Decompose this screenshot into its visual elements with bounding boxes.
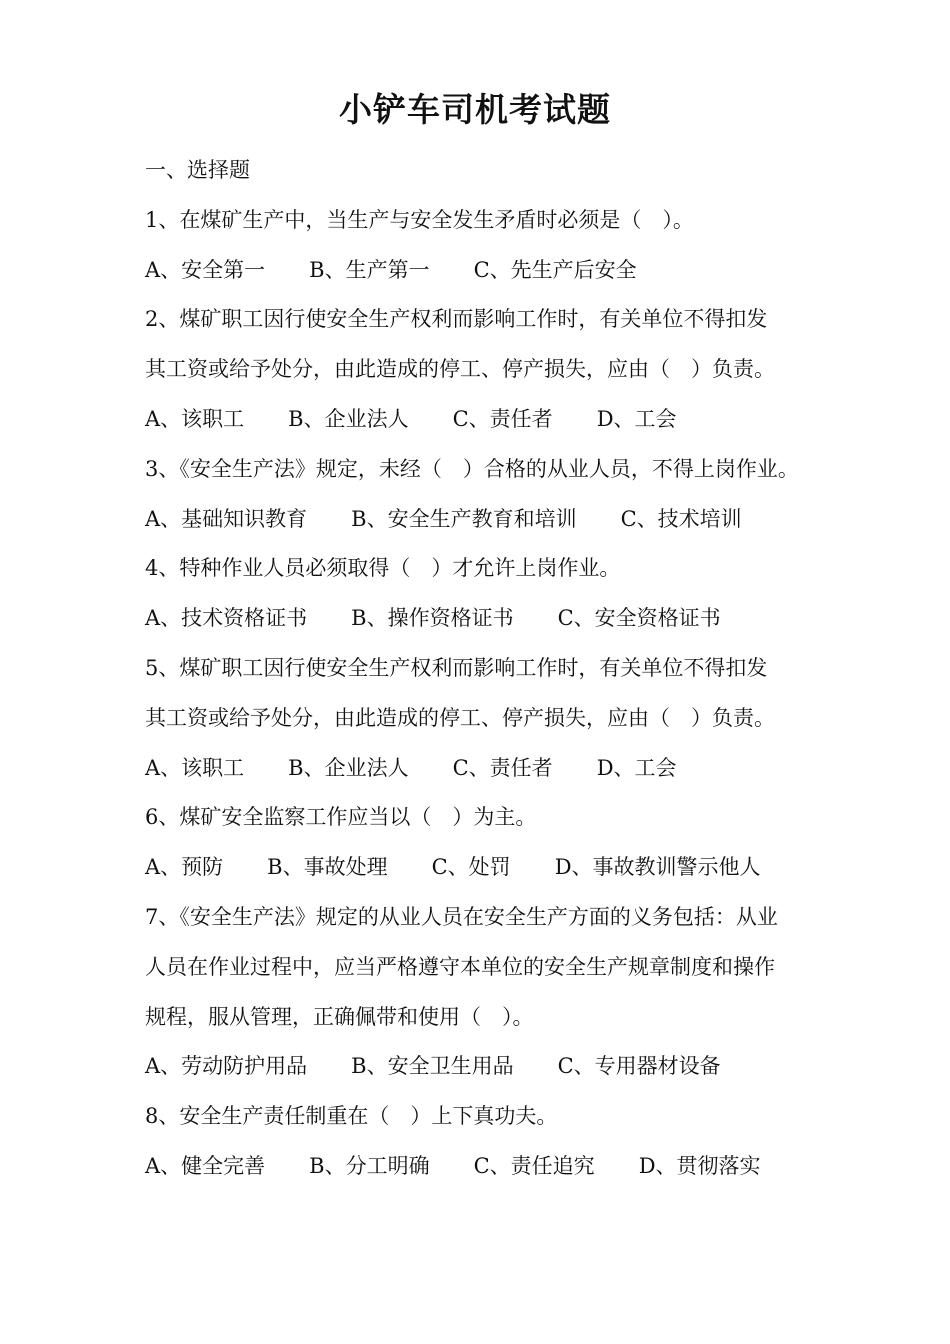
- option-b: B、事故处理: [267, 855, 388, 880]
- option-a: A、预防: [145, 855, 224, 880]
- question-1: [145, 196, 825, 296]
- question-stem: 其工资或给予处分，由此造成的停工、停产损失，应由（ ）负责。: [145, 705, 775, 730]
- question-options: [145, 246, 825, 296]
- question-4: [145, 544, 825, 644]
- option-a: A、该职工: [145, 755, 245, 780]
- option-a: A、基础知识教育: [145, 506, 308, 531]
- option-d: D、工会: [596, 755, 677, 780]
- option-b: B、分工明确: [309, 1153, 430, 1178]
- question-8: [145, 1092, 825, 1192]
- question-options: [145, 594, 825, 644]
- question-options: [145, 1142, 825, 1192]
- option-c: C、安全资格证书: [557, 606, 721, 631]
- question-stem: 5、煤矿职工因行使安全生产权利而影响工作时，有关单位不得扣发: [145, 655, 768, 680]
- question-stem: 人员在作业过程中，应当严格遵守本单位的安全生产规章制度和操作: [145, 954, 775, 979]
- option-a: A、劳动防护用品: [145, 1054, 308, 1079]
- question-options: [145, 744, 825, 794]
- question-options: [145, 843, 825, 893]
- option-b: B、安全卫生用品: [351, 1054, 514, 1079]
- option-b: B、企业法人: [288, 406, 409, 431]
- option-d: D、事故教训警示他人: [554, 855, 761, 880]
- option-c: C、先生产后安全: [473, 257, 637, 282]
- question-stem: 6、煤矿安全监察工作应当以（ ）为主。: [145, 805, 537, 830]
- option-a: A、技术资格证书: [145, 606, 308, 631]
- option-d: D、工会: [596, 406, 677, 431]
- document-body: [145, 146, 825, 1192]
- option-c: C、责任者: [452, 406, 553, 431]
- option-c: C、处罚: [431, 855, 511, 880]
- question-stem: 1、在煤矿生产中，当生产与安全发生矛盾时必须是（ ）。: [145, 207, 694, 232]
- question-options: [145, 495, 825, 545]
- option-c: C、专用器材设备: [557, 1054, 721, 1079]
- question-2: [145, 295, 825, 444]
- option-c: C、责任追究: [473, 1153, 595, 1178]
- question-stem: 4、特种作业人员必须取得（ ）才允许上岗作业。: [145, 556, 621, 581]
- option-a: A、安全第一: [145, 257, 266, 282]
- option-b: B、操作资格证书: [351, 606, 514, 631]
- option-d: D、贯彻落实: [638, 1153, 761, 1178]
- question-stem: 7、《安全生产法》规定的从业人员在安全生产方面的义务包括：从业: [145, 904, 778, 929]
- question-5: [145, 644, 825, 793]
- option-b: B、安全生产教育和培训: [351, 506, 577, 531]
- question-7: [145, 893, 825, 1092]
- question-3: [145, 445, 825, 545]
- section-heading: 一、选择题: [145, 158, 250, 182]
- question-options: [145, 1042, 825, 1092]
- option-a: A、该职工: [145, 406, 245, 431]
- option-c: C、责任者: [452, 755, 553, 780]
- question-stem: 其工资或给予处分，由此造成的停工、停产损失，应由（ ）负责。: [145, 357, 775, 382]
- option-c: C、技术培训: [620, 506, 742, 531]
- question-stem: 8、安全生产责任制重在（ ）上下真功夫。: [145, 1104, 558, 1129]
- option-a: A、健全完善: [145, 1153, 266, 1178]
- question-stem: 规程，服从管理，正确佩带和使用（ ）。: [145, 1004, 534, 1029]
- option-b: B、企业法人: [288, 755, 409, 780]
- option-b: B、生产第一: [309, 257, 430, 282]
- question-options: [145, 395, 825, 445]
- question-stem: 3、《安全生产法》规定，未经（ ）合格的从业人员，不得上岗作业。: [145, 456, 799, 481]
- question-6: [145, 793, 825, 893]
- question-stem: 2、煤矿职工因行使安全生产权利而影响工作时，有关单位不得扣发: [145, 307, 768, 332]
- page-title: 小铲车司机考试题: [339, 90, 611, 129]
